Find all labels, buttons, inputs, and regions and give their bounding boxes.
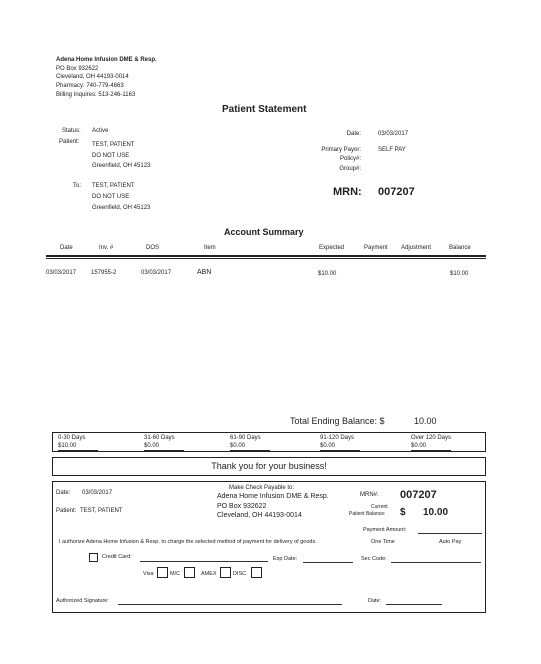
mc-checkbox[interactable] [184, 567, 195, 578]
sender-billing: Billing Inquires: 513-246-1163 [56, 92, 136, 98]
to-line: TEST, PATIENT [92, 183, 135, 189]
signature-date-label: Date: [368, 598, 382, 604]
one-time-option[interactable]: One Time [371, 539, 395, 545]
group-label: Group#: [339, 166, 361, 172]
underline [230, 450, 270, 451]
row-balance: $10.00 [450, 271, 469, 277]
disc-label: DISC [233, 571, 247, 577]
sender-pharmacy: Pharmacy: 740-779-4663 [56, 83, 124, 89]
remit-date-label: Date: [56, 490, 71, 496]
date-value: 03/03/2017 [378, 131, 409, 137]
row-item: ABN [197, 269, 212, 276]
balance-value: 10.00 [423, 507, 449, 518]
disc-checkbox[interactable] [251, 567, 262, 578]
credit-card-number-field[interactable] [140, 561, 268, 562]
signature-label: Authorized Signature: [56, 598, 109, 604]
remit-date-value: 03/03/2017 [82, 490, 113, 496]
sender-name: Adena Home Infusion DME & Resp. [56, 57, 157, 63]
patient-line: DO NOT USE [92, 153, 130, 159]
column-header: DOS [146, 245, 160, 251]
sec-code-label: Sec Code: [361, 556, 387, 562]
total-label: Total Ending Balance: $ [290, 416, 385, 426]
balance-currency: $ [400, 507, 406, 518]
account-summary-title: Account Summary [224, 227, 304, 237]
mc-label: M/C [170, 571, 181, 577]
total-value: 10.00 [414, 416, 437, 426]
payable-line: Adena Home Infusion DME & Resp. [217, 493, 329, 500]
payor-label: Primary Payor: [321, 147, 361, 153]
row-invoice: 157955-2 [91, 270, 117, 276]
column-header: Balance [449, 245, 471, 251]
row-date: 03/03/2017 [46, 270, 77, 276]
to-line: DO NOT USE [92, 194, 130, 200]
column-header: Inv. # [99, 245, 114, 251]
aging-label: 61-90 Days [230, 435, 261, 441]
status-value: Active [92, 128, 109, 134]
to-label: To: [73, 183, 82, 189]
patient-label: Patient: [59, 139, 80, 145]
signature-date-field[interactable] [386, 604, 442, 605]
aging-label: 91-120 Days [320, 435, 355, 441]
aging-value: $0.00 [144, 443, 160, 449]
to-line: Greenfield, OH 45123 [92, 205, 151, 211]
underline [144, 450, 184, 451]
aging-value: $0.00 [230, 443, 246, 449]
payable-label: Make Check Payable to: [229, 485, 295, 491]
amex-checkbox[interactable] [220, 567, 231, 578]
mrn-value: 007207 [378, 186, 415, 198]
aging-value: $10.00 [58, 443, 77, 449]
underline [58, 450, 98, 451]
exp-date-label: Exp Date: [273, 556, 298, 562]
column-header: Adjustment [401, 245, 432, 251]
patient-line: TEST, PATIENT [92, 142, 135, 148]
column-header: Expected [319, 245, 345, 251]
remit-mrn-value: 007207 [400, 489, 437, 501]
payable-line: Cleveland, OH 44193-0014 [217, 512, 302, 519]
patient-balance-label: Patient Balance: [349, 511, 386, 517]
table-divider [46, 258, 486, 259]
amex-label: AMEX [201, 571, 217, 577]
column-header: Item [204, 245, 216, 251]
visa-label: Visa [143, 571, 154, 577]
credit-card-label: Credit Card: [102, 554, 132, 560]
table-divider [46, 255, 486, 257]
thank-you-text: Thank you for your business! [211, 461, 327, 471]
column-header: Date [60, 245, 73, 251]
signature-field[interactable] [118, 604, 342, 605]
current-label: Current [371, 504, 388, 510]
sender-address-line2: Cleveland, OH 44193-0014 [56, 74, 129, 80]
visa-checkbox[interactable] [157, 567, 168, 578]
patient-line: Greenfield, OH 45123 [92, 163, 151, 169]
underline [411, 450, 451, 451]
payment-amount-field[interactable] [418, 533, 482, 534]
aging-value: $0.00 [320, 443, 336, 449]
remit-mrn-label: MRN#: [360, 492, 379, 498]
row-dos: 03/03/2017 [141, 270, 172, 276]
page-title: Patient Statement [222, 104, 307, 115]
status-label: Status: [62, 128, 81, 134]
row-expected: $10.00 [318, 271, 337, 277]
credit-card-checkbox[interactable] [89, 553, 98, 562]
payable-line: PO Box 932622 [217, 503, 267, 510]
column-header: Payment [364, 245, 388, 251]
underline [320, 450, 360, 451]
mrn-label: MRN: [333, 186, 362, 198]
authorize-text: I authorize Adena Home Infusion & Resp. to charge the selected method of payment for delivery of goods. [59, 539, 317, 545]
exp-date-field[interactable] [303, 562, 353, 563]
sender-address-line1: PO Box 932622 [56, 66, 99, 72]
sec-code-field[interactable] [391, 562, 481, 563]
remit-patient-value: TEST, PATIENT [80, 508, 123, 514]
payor-value: SELF PAY [378, 147, 406, 153]
payment-amount-label: Payment Amount: [363, 527, 407, 533]
date-label: Date: [346, 131, 361, 137]
aging-label: 31-60 Days [144, 435, 175, 441]
aging-value: $0.00 [411, 443, 427, 449]
policy-label: Policy#: [339, 156, 361, 162]
auto-pay-option[interactable]: Auto Pay [439, 539, 462, 545]
aging-label: 0-30 Days [58, 435, 86, 441]
remit-patient-label: Patient: [56, 508, 77, 514]
aging-label: Over 120 Days [411, 435, 452, 441]
